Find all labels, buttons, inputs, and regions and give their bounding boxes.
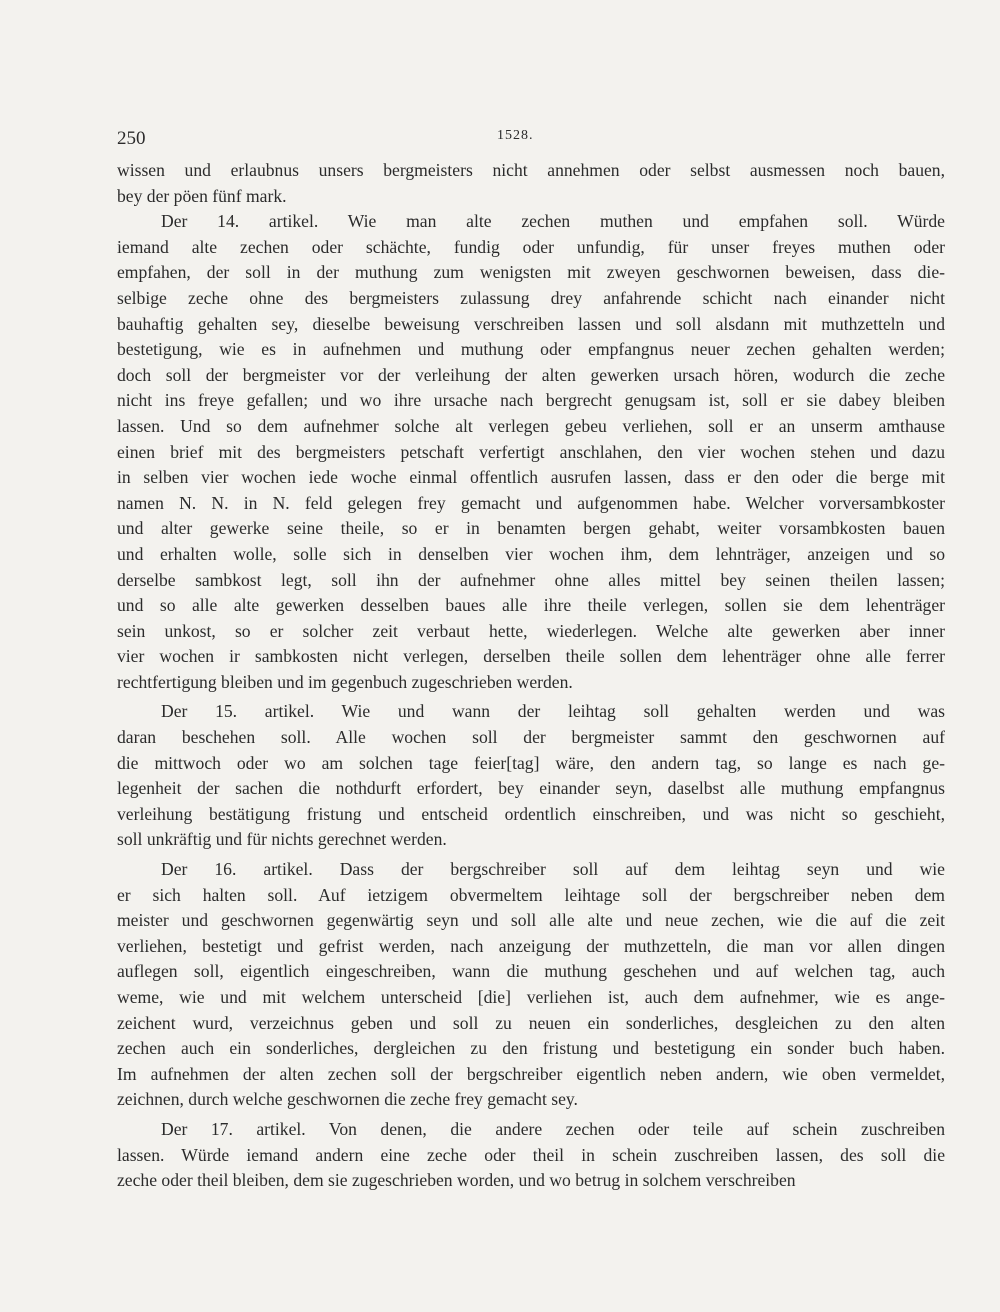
text-line: sein unkost, so er solcher zeit verbaut hette, wiederlegen. Welche alte gewerken aber inner (117, 620, 945, 641)
text-line: die mittwoch oder wo am solchen tage feier[tag] wäre, den andern tag, so lange es nach ge- (117, 752, 945, 773)
text-line: namen N. N. in N. feld gelegen frey gemacht und aufgenommen habe. Welcher vorversambkoster (117, 492, 945, 513)
text-line: Im aufnehmen der alten zechen soll der bergschreiber eigentlich neben andern, wie oben vermeldet, (117, 1063, 945, 1084)
text-line: lassen. Würde iemand andern eine zeche oder theil in schein zuschreiben lassen, des soll die (117, 1144, 945, 1165)
paragraph (117, 857, 945, 1113)
text-line: Der 14. artikel. Wie man alte zechen muthen und empfahen soll. Würde (161, 211, 945, 232)
text-line: lassen. Und so dem aufnehmer solche alt verlegen gebeu verliehen, soll er an unserm amthause (117, 415, 945, 436)
text-line: und so alle alte gewerken desselben baues alle ihre theile verlegen, sollen sie dem lehenträger (117, 595, 945, 616)
paragraph (117, 158, 945, 209)
text-line: bestetigung, wie es in aufnehmen und muthung oder empfangnus neuer zechen gehalten werden; (117, 339, 945, 360)
text-line: legenheit der sachen die nothdurft erfordert, bey einander seyn, daselbst alle muthung empfangnus (117, 778, 945, 799)
text-line: iemand alte zechen oder schächte, fundig oder unfundig, für unser freyes muthen oder (117, 236, 945, 257)
text-line: er sich halten soll. Auf ietzigem obvermeltem leihtage soll der bergschreiber neben dem (117, 884, 945, 905)
text-line: meister und geschwornen gegenwärtig seyn und soll alle alte und neue zechen, wie die auf die zeit (117, 910, 945, 931)
document-body (117, 158, 945, 1194)
text-line: derselbe sambkost legt, soll ihn der aufnehmer ohne alles mittel bey seinen theilen lassen; (117, 569, 945, 590)
text-line: und alter gewerke seine theile, so er in benamten bergen gehabt, weiter vorsambkosten bauen (117, 518, 945, 539)
text-line: Der 16. artikel. Dass der bergschreiber soll auf dem leihtag seyn und wie (161, 859, 945, 880)
paragraph (117, 1117, 945, 1194)
text-line: auflegen soll, eigentlich eingeschreiben, wann die muthung geschehen und auf welchen tag, auch (117, 961, 945, 982)
paragraph (117, 699, 945, 853)
text-line: vier wochen ir sambkosten nicht verlegen, derselben theile sollen dem lehenträger ohne alle ferrer (117, 646, 945, 667)
text-line: wissen und erlaubnus unsers bergmeisters nicht annehmen oder selbst ausmessen noch bauen, (117, 160, 945, 180)
text-line: doch soll der bergmeister vor der verleihung der alten gewerken ursach hören, wodurch die zeche (117, 364, 945, 385)
text-line: bey der pöen fünf mark. (117, 185, 287, 206)
text-line: verliehen, bestetigt und gefrist werden, nach anzeigung der muthzetteln, die man vor allen dingen (117, 935, 945, 956)
text-line: daran beschehen soll. Alle wochen soll der bergmeister sammt den geschwornen auf (117, 727, 945, 748)
text-line: weme, wie und mit welchem unterscheid [die] verliehen ist, auch dem aufnehmer, wie es ange- (117, 987, 945, 1007)
page-number: 250 (117, 128, 146, 149)
text-line: soll unkräftig und für nichts gerechnet werden. (117, 829, 447, 850)
text-line: empfahen, der soll in der muthung zum wenigsten mit zweyen geschwornen beweisen, dass die- (117, 262, 945, 283)
text-line: nicht ins freye gefallen; und wo ihre ursache nach bergrecht genugsam ist, soll er sie dabey bleiben (117, 390, 945, 411)
text-line: bauhaftig gehalten sey, dieselbe beweisung verschreiben lassen und soll alsdann mit muthzetteln und (117, 313, 945, 334)
text-line: in selben vier wochen iede woche einmal offentlich ausrufen lassen, dass er den oder die berge mit (117, 467, 945, 488)
text-line: und erhalten wolle, solle sich in denselben vier wochen ihm, dem lehnträger, anzeigen und so (117, 543, 945, 564)
text-line: zechen auch ein sonderliches, dergleichen zu den fristung und bestetigung ein sonder buch haben. (117, 1038, 945, 1059)
text-line: Der 15. artikel. Wie und wann der leihtag soll gehalten werden und was (161, 701, 945, 722)
text-line: rechtfertigung bleiben und im gegenbuch zugeschrieben werden. (117, 671, 573, 692)
page-header (117, 128, 947, 152)
text-line: verleihung bestätigung fristung und entscheid ordentlich einschreiben, und was nicht so geschieht, (117, 803, 945, 824)
running-year: 1528. (497, 128, 534, 143)
paragraph (117, 209, 945, 695)
text-line: zeche oder theil bleiben, dem sie zugeschrieben worden, und wo betrug in solchem verschreiben (117, 1170, 796, 1191)
text-line: selbige zeche ohne des bergmeisters zulassung drey anfahrende schicht nach einander nicht (117, 287, 945, 308)
text-line: einen brief mit des bergmeisters petschaft verfertigt anschlahen, den vier wochen stehen und dazu (117, 441, 945, 462)
text-line: zeichnen, durch welche geschwornen die zeche frey gemacht sey. (117, 1089, 578, 1110)
text-line: zeichent wurd, verzeichnus geben und soll zu neuen ein sonderliches, desgleichen zu den alten (117, 1012, 945, 1033)
text-line: Der 17. artikel. Von denen, die andere zechen oder teile auf schein zuschreiben (161, 1118, 945, 1139)
